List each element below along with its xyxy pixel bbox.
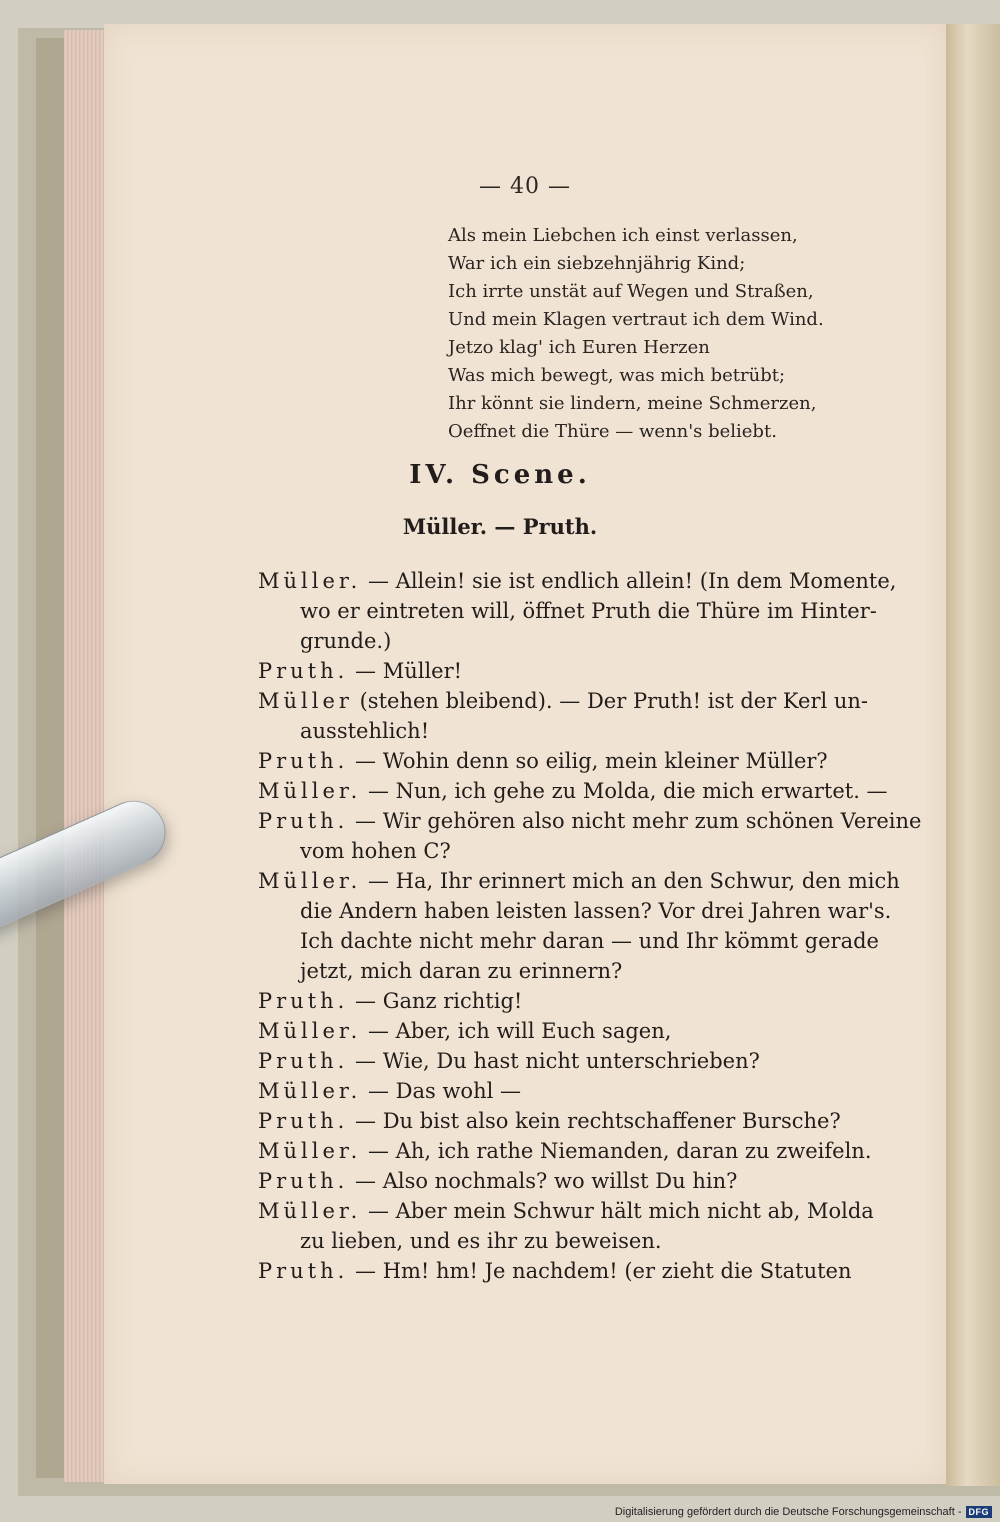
dialogue-text: wo er eintreten will, öffnet Pruth die Thüre im Hinter- — [300, 599, 877, 623]
dialogue-line — [258, 656, 886, 686]
dialogue-line — [258, 1196, 886, 1226]
dialogue-text: — Du bist also kein rechtschaffener Bursche? — [348, 1109, 841, 1133]
speaker-name: Müller. — [258, 1199, 362, 1223]
dialogue-text: — Aber mein Schwur hält mich nicht ab, Molda — [361, 1199, 874, 1223]
dialogue-line — [258, 566, 897, 596]
dialogue-text: — Ha, Ihr erinnert mich an den Schwur, den mich — [361, 869, 900, 893]
speaker-name: Pruth. — [258, 1049, 349, 1073]
speaker-name: Müller. — [258, 869, 362, 893]
speaker-name: Pruth. — [258, 1109, 349, 1133]
dialogue-text: — Wie, Du hast nicht unterschrieben? — [348, 1049, 760, 1073]
page-number: — 40 — — [479, 174, 571, 199]
dialogue-line — [258, 866, 900, 896]
speaker-name: Müller. — [258, 1079, 362, 1103]
poem-line: Ich irrte unstät auf Wegen und Straßen, — [448, 281, 814, 302]
dialogue-line — [258, 926, 886, 956]
dialogue-text: ausstehlich! — [300, 719, 430, 743]
dialogue-line — [258, 686, 886, 716]
dialogue-line — [258, 1226, 886, 1256]
dialogue-line — [258, 1076, 886, 1106]
poem-line: Oeffnet die Thüre — wenn's beliebt. — [448, 421, 777, 442]
speaker-name: Pruth. — [258, 749, 349, 773]
poem-line: Als mein Liebchen ich einst verlassen, — [448, 225, 798, 246]
dialogue-line — [258, 746, 886, 776]
dialogue-text: — Das wohl — — [361, 1079, 521, 1103]
dialogue-line — [258, 836, 886, 866]
dialogue-line — [258, 956, 886, 986]
dialogue-line — [258, 776, 886, 806]
dialogue-text: — Also nochmals? wo willst Du hin? — [348, 1169, 738, 1193]
poem-line: Jetzo klag' ich Euren Herzen — [448, 337, 710, 358]
footer — [615, 1506, 992, 1518]
dialogue-line — [258, 806, 922, 836]
dialogue-line — [258, 1106, 886, 1136]
speaker-name: Pruth. — [258, 659, 349, 683]
speaker-name: Pruth. — [258, 1259, 349, 1283]
dialogue-text: — Wir gehören also nicht mehr zum schönen Vereine — [348, 809, 922, 833]
book-right-edge — [945, 24, 1000, 1486]
dialogue — [258, 566, 922, 1286]
dialogue-text: — Allein! sie ist endlich allein! (In dem Momente, — [361, 569, 897, 593]
dialogue-line — [258, 626, 886, 656]
page-stack-edge — [64, 30, 104, 1482]
dialogue-text: — Ah, ich rathe Niemanden, daran zu zweifeln. — [361, 1139, 872, 1163]
footer-text: Digitalisierung gefördert durch die Deutsche Forschungsgemeinschaft - — [614, 1506, 962, 1518]
dialogue-line — [258, 1166, 886, 1196]
poem-line: Ihr könnt sie lindern, meine Schmerzen, — [448, 393, 817, 414]
speaker-name: Müller. — [258, 569, 362, 593]
dialogue-line — [258, 1136, 886, 1166]
dialogue-line — [258, 896, 892, 926]
dialogue-text: — Hm! hm! Je nachdem! (er zieht die Statuten — [348, 1259, 852, 1283]
dfg-logo: DFG — [966, 1506, 993, 1518]
scene-characters: Müller. — Pruth. — [402, 514, 598, 539]
speaker-name: Pruth. — [258, 989, 349, 1013]
dialogue-line — [258, 986, 886, 1016]
dialogue-text: zu lieben, und es ihr zu beweisen. — [300, 1229, 662, 1253]
dialogue-line — [258, 716, 886, 746]
dialogue-text: — Müller! — [348, 659, 463, 683]
poem-line: Und mein Klagen vertraut ich dem Wind. — [448, 309, 824, 330]
dialogue-line — [258, 1256, 886, 1286]
dialogue-text: grunde.) — [300, 629, 392, 653]
speaker-name: Müller. — [258, 1019, 362, 1043]
poem — [448, 222, 868, 446]
dialogue-text: vom hohen C? — [300, 839, 451, 863]
poem-line: Was mich bewegt, was mich betrübt; — [448, 365, 786, 386]
dialogue-text: — Aber, ich will Euch sagen, — [361, 1019, 672, 1043]
dialogue-text: — Wohin denn so eilig, mein kleiner Müller? — [348, 749, 828, 773]
speaker-name: Pruth. — [258, 809, 349, 833]
speaker-name: Pruth. — [258, 1169, 349, 1193]
dialogue-text: — Nun, ich gehe zu Molda, die mich erwartet. — — [361, 779, 888, 803]
speaker-name: Müller. — [258, 1139, 362, 1163]
dialogue-line — [258, 1046, 886, 1076]
dialogue-text: — Ganz richtig! — [348, 989, 523, 1013]
dialogue-text: die Andern haben leisten lassen? Vor drei Jahren war's. — [300, 899, 892, 923]
dialogue-text: (stehen bleibend). — Der Pruth! ist der Kerl un- — [352, 689, 869, 713]
dialogue-text: jetzt, mich daran zu erinnern? — [300, 959, 623, 983]
dialogue-line — [258, 1016, 886, 1046]
dialogue-text: Ich dachte nicht mehr daran — und Ihr kömmt gerade — [300, 929, 879, 953]
scene-heading: IV. Scene. — [409, 460, 591, 490]
speaker-name: Müller — [258, 689, 353, 713]
dialogue-line — [258, 596, 886, 626]
poem-line: War ich ein siebzehnjährig Kind; — [448, 253, 746, 274]
speaker-name: Müller. — [258, 779, 362, 803]
